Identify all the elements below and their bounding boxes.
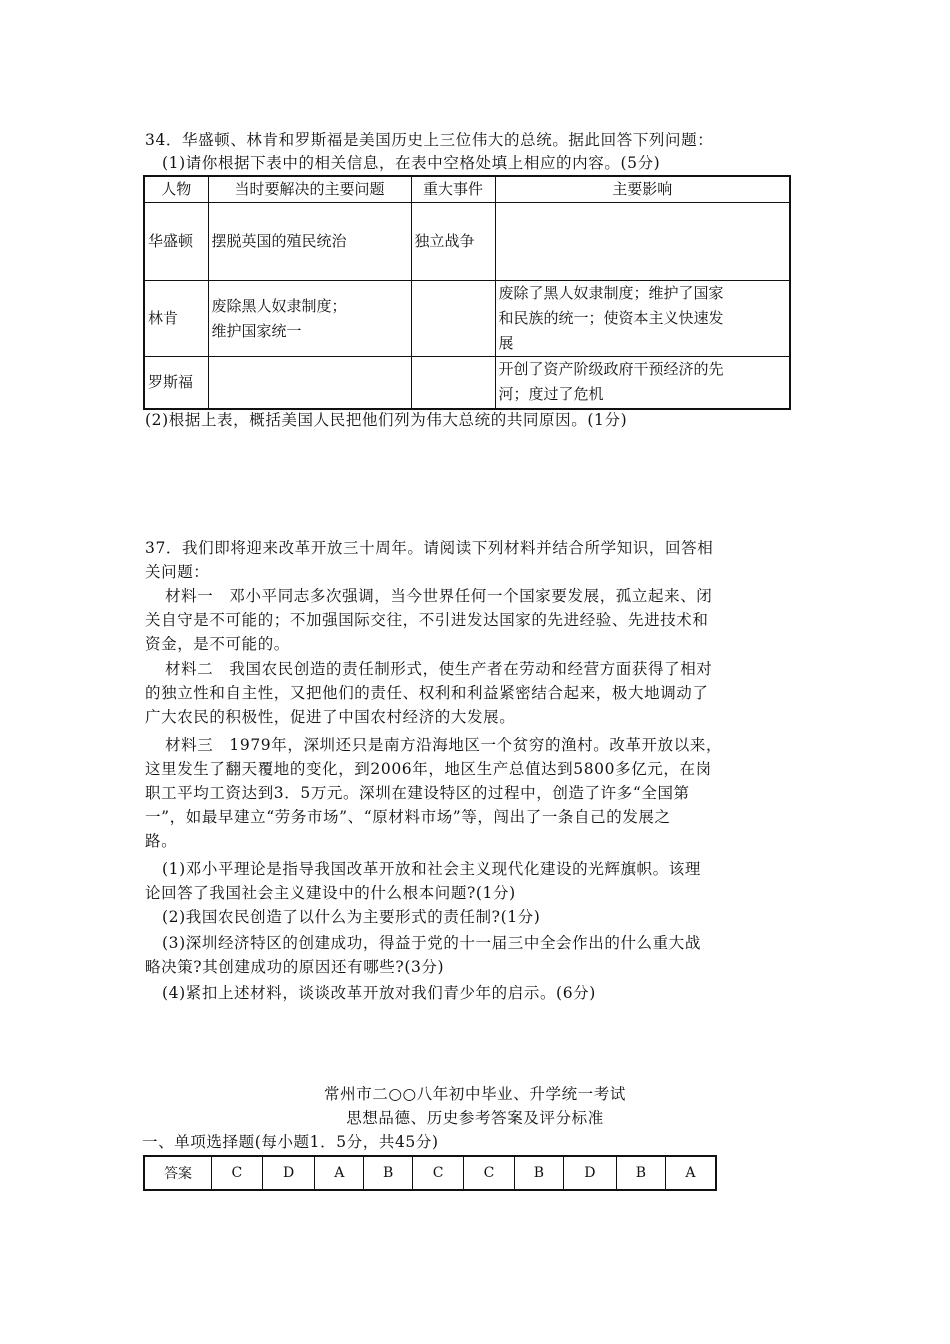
answer-cell: B <box>364 1156 413 1190</box>
q37-line: 广大农民的积极性，促进了中国农村经济的大发展。 <box>145 708 516 726</box>
q37-line: 关自守是不可能的；不加强国际交往，不引进发达国家的先进经验、先进技术和 <box>145 611 709 629</box>
q34-sub2: (2)根据上表，概括美国人民把他们列为伟大总统的共同原因。(1分) <box>145 411 628 429</box>
event-cell-blank[interactable] <box>411 357 495 409</box>
q37-line: 路。 <box>145 832 178 850</box>
answer-cell: A <box>665 1156 716 1190</box>
person-cell: 罗斯福 <box>144 357 208 409</box>
q37-line: 略决策?其创建成功的原因还有哪些?(3分) <box>145 958 445 976</box>
answer-cell: C <box>464 1156 515 1190</box>
q37-line: 论回答了我国社会主义建设中的什么根本问题?(1分) <box>145 884 516 902</box>
section-heading: 一、单项选择题(每小题1．5分，共45分) <box>142 1133 439 1151</box>
answer-cell: C <box>413 1156 464 1190</box>
event-cell: 独立战争 <box>411 203 495 281</box>
impact-line: 和民族的统一；使资本主义快速发 <box>498 309 724 327</box>
person-cell: 华盛顿 <box>144 203 208 281</box>
answer-cell: A <box>315 1156 364 1190</box>
q37-line: 职工平均工资达到3．5万元。深圳在建设特区的过程中，创造了许多“全国第 <box>145 784 690 802</box>
q37-line: 这里发生了翻天覆地的变化，到2006年，地区生产总值达到5800多亿元，在岗 <box>145 760 712 778</box>
q37-line: 资金，是不可能的。 <box>145 635 290 653</box>
problem-line: 废除黑人奴隶制度； <box>211 296 347 315</box>
impact-line: 废除了黑人奴隶制度；维护了国家 <box>498 284 724 302</box>
q37-line: 材料二 我国农民创造的责任制形式，使生产者在劳动和经营方面获得了相对 <box>165 660 713 678</box>
q37-line: 的独立性和自主性，又把他们的责任、权利和利益紧密结合起来，极大地调动了 <box>145 684 709 702</box>
q37-line: 材料三 1979年，深圳还只是南方沿海地区一个贫穷的渔村。改革开放以来， <box>165 736 723 754</box>
impact-cell <box>495 281 790 357</box>
q37-line: 关问题： <box>145 563 210 581</box>
q37-line: (1)邓小平理论是指导我国改革开放和社会主义现代化建设的光辉旗帜。该理 <box>162 860 701 878</box>
impact-line: 开创了资产阶级政府干预经济的先 <box>498 360 724 379</box>
impact-cell-blank[interactable] <box>495 203 790 281</box>
q34-table <box>143 175 791 410</box>
q37-line: 材料一 邓小平同志多次强调，当今世界任何一个国家要发展，孤立起来、闭 <box>165 587 713 605</box>
table-row <box>144 357 790 409</box>
answer-cell: C <box>212 1156 263 1190</box>
answer-title: 常州市二○○八年初中毕业、升学统一考试 <box>324 1085 626 1103</box>
header-cell: 重大事件 <box>411 176 495 203</box>
answer-cell: B <box>616 1156 665 1190</box>
answer-subtitle: 思想品德、历史参考答案及评分标准 <box>346 1109 604 1127</box>
q37-line: (2)我国农民创造了以什么为主要形式的责任制?(1分) <box>162 908 541 926</box>
answer-row <box>144 1156 716 1190</box>
header-cell: 主要影响 <box>495 176 790 203</box>
impact-line: 河；度过了危机 <box>498 385 604 404</box>
problem-cell <box>208 203 411 281</box>
table-row <box>144 281 790 357</box>
answer-cell: D <box>262 1156 315 1190</box>
problem-line: 摆脱英国的殖民统治 <box>211 232 347 250</box>
q37-line: 一”，如最早建立“劳务市场”、“原材料市场”等，闯出了一条自己的发展之 <box>145 808 671 826</box>
header-cell: 人物 <box>144 176 208 203</box>
problem-cell-blank[interactable] <box>208 357 411 409</box>
impact-line: 展 <box>498 334 514 352</box>
q37-line: 37．我们即将迎来改革开放三十周年。请阅读下列材料并结合所学知识，回答相 <box>145 539 714 557</box>
answer-table <box>143 1155 717 1191</box>
person-cell: 林肯 <box>144 281 208 357</box>
q37-line: (4)紧扣上述材料，谈谈改革开放对我们青少年的启示。(6分) <box>162 984 596 1002</box>
q34-sub1: (1)请你根据下表中的相关信息，在表中空格处填上相应的内容。(5分) <box>162 154 661 172</box>
impact-cell <box>495 357 790 409</box>
problem-cell <box>208 281 411 357</box>
table-header-row <box>144 176 790 203</box>
answer-cell: B <box>514 1156 563 1190</box>
table-row <box>144 203 790 281</box>
q34-stem: 34．华盛顿、林肯和罗斯福是美国历史上三位伟大的总统。据此回答下列问题： <box>145 131 714 149</box>
event-cell-blank[interactable] <box>411 281 495 357</box>
q37-line: (3)深圳经济特区的创建成功，得益于党的十一届三中全会作出的什么重大战 <box>162 934 701 952</box>
header-cell: 当时要解决的主要问题 <box>208 176 411 203</box>
answer-label: 答案 <box>144 1156 212 1190</box>
answer-cell: D <box>564 1156 617 1190</box>
problem-line: 维护国家统一 <box>211 321 302 340</box>
